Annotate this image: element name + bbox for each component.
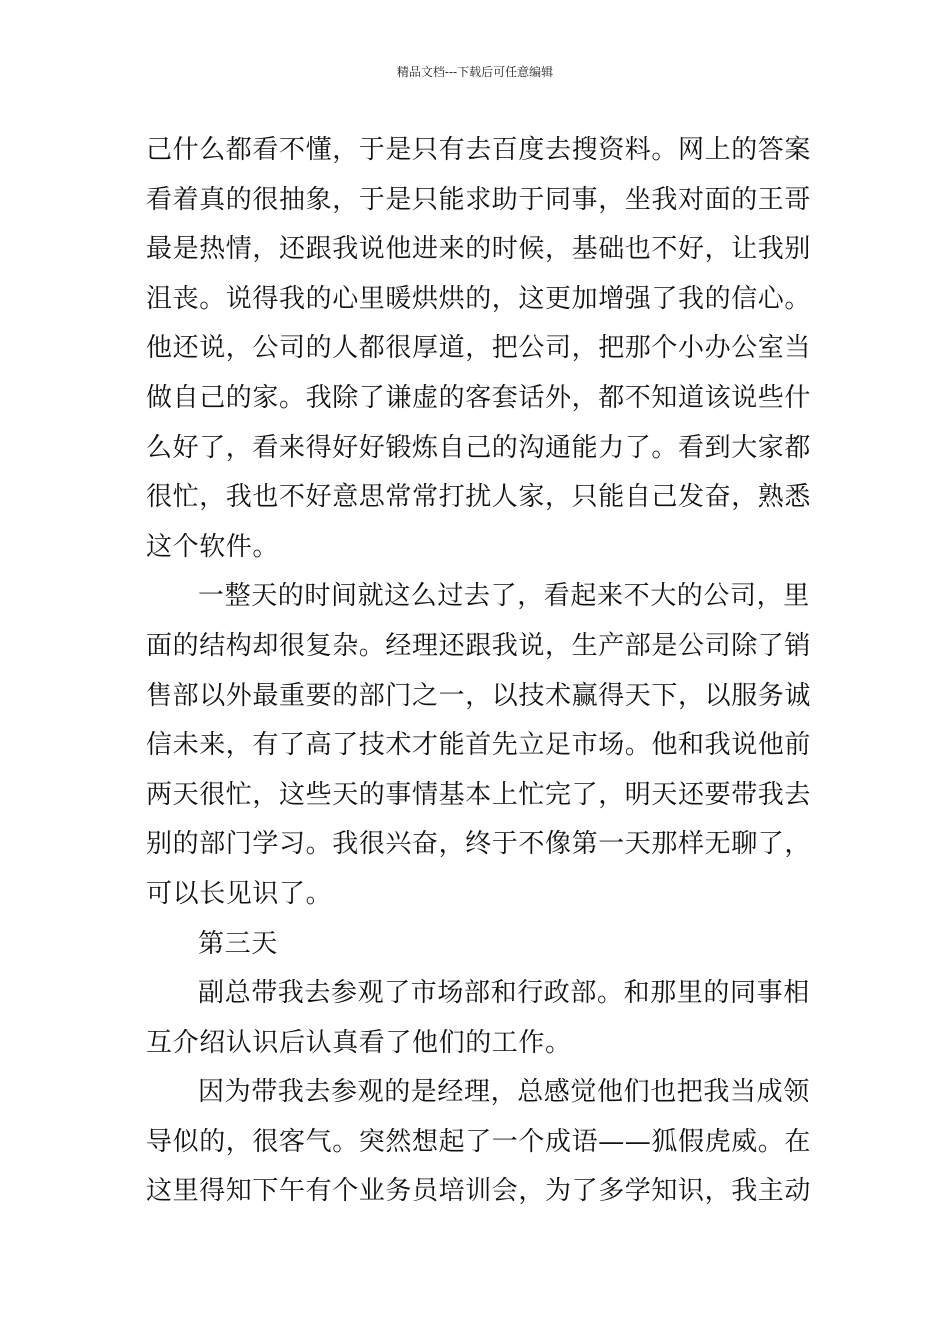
text-line: 做自己的家。我除了谦虚的客套话外，都不知道该说些什: [146, 382, 812, 413]
paragraph: [146, 1068, 814, 1217]
paragraph: [146, 969, 814, 1068]
text-line: 售部以外最重要的部门之一，以技术赢得天下，以服务诚: [146, 680, 812, 711]
text-line: 看着真的很抽象，于是只能求助于同事，坐我对面的王哥: [146, 184, 812, 215]
text-line: 导似的，很客气。突然想起了一个成语——狐假虎威。在: [146, 1126, 812, 1157]
document-body: [146, 126, 814, 1217]
text-line: 信未来，有了高了技术才能首先立足市场。他和我说他前: [146, 730, 812, 761]
text-line: 最是热情，还跟我说他进来的时候，基础也不好，让我别: [146, 234, 812, 265]
text-line: 这个软件。: [146, 531, 280, 562]
text-line: 沮丧。说得我的心里暖烘烘的，这更加增强了我的信心。: [146, 283, 812, 314]
paragraph: [146, 572, 814, 919]
paragraph: [146, 126, 814, 572]
text-line: 这里得知下午有个业务员培训会，为了多学知识，我主动: [146, 1176, 812, 1207]
text-line: 两天很忙，这些天的事情基本上忙完了，明天还要带我去: [146, 779, 812, 810]
text-line: 可以长见识了。: [146, 878, 333, 909]
text-line: 他还说，公司的人都很厚道，把公司，把那个小办公室当: [146, 333, 812, 364]
text-line: 副总带我去参观了市场部和行政部。和那里的同事相: [198, 978, 810, 1009]
text-line: 互介绍认识后认真看了他们的工作。: [146, 1027, 572, 1058]
text-line: 别的部门学习。我很兴奋，终于不像第一天那样无聊了，: [146, 829, 812, 860]
text-line: 己什么都看不懂，于是只有去百度去搜资料。网上的答案: [146, 135, 812, 165]
text-line: 么好了，看来得好好锻炼自己的沟通能力了。看到大家都: [146, 432, 812, 463]
text-line: 很忙，我也不好意思常常打扰人家，只能自己发奋，熟悉: [146, 482, 812, 513]
text-line: 一整天的时间就这么过去了，看起来不大的公司，里: [198, 581, 810, 612]
text-line: 因为带我去参观的是经理，总感觉他们也把我当成领: [198, 1077, 810, 1108]
text-line: 第三天: [198, 928, 278, 959]
page-header: 精品文档---下载后可任意编辑: [396, 65, 554, 79]
text-line: 面的结构却很复杂。经理还跟我说，生产部是公司除了销: [146, 630, 812, 661]
section-heading: [146, 920, 814, 970]
